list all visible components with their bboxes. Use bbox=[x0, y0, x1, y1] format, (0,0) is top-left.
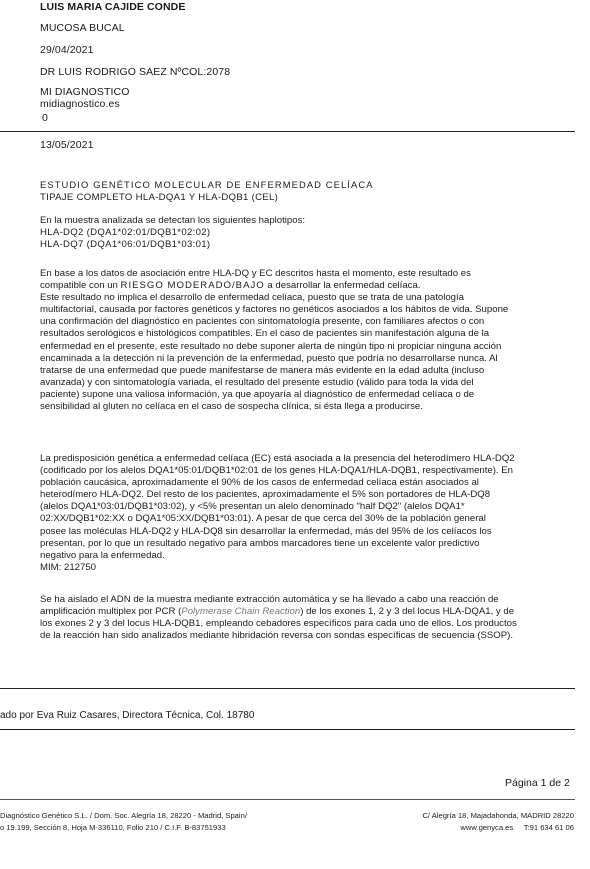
doctor-name: DR LUIS RODRIGO SAEZ NºCOL:2078 bbox=[40, 66, 231, 78]
interpretation-line: resultados serológicos e histológicos compatibles. En el caso de pacientes sin manifestación alguna de la bbox=[40, 328, 490, 340]
interpretation-line: sensibilidad al gluten no celíaca en el caso de sospecha clínica, si ésta llega a producirse. bbox=[40, 401, 423, 413]
background-line: heterodímero HLA-DQ2. Del resto de los pacientes, aproximadamente el 5% son portadores de HLA-DQ8 bbox=[40, 489, 491, 501]
pcr-post: ) de los exones 1, 2 y 3 del locus HLA-DQA1, y de bbox=[300, 606, 515, 618]
background-line: presentan, por lo que un resultado negativo para ambos marcadores tiene un excelente valor predictivo bbox=[40, 537, 480, 549]
background-line: La predisposición genética a enfermedad celíaca (EC) está asociada a la presencia del heterodímero HLA-DQ2 bbox=[40, 453, 515, 464]
result-section bbox=[40, 215, 570, 251]
interpretation-line: una confirmación del diagnóstico en pacientes con sintomatología presente, con familiares afectos o con bbox=[40, 316, 485, 328]
background-line: (alelos DQA1*03:01/DQB1*03:02), y <5% presentan un alelo denominado "half DQ2" (alelos DQA1* bbox=[40, 501, 465, 513]
patient-name: LUIS MARIA CAJIDE CONDE bbox=[40, 1, 186, 13]
signature-bottom-divider bbox=[0, 729, 575, 730]
footer-address: C/ Alegría 18, Majadahonda, MADRID 28220 bbox=[422, 811, 574, 820]
study-subtitle: TIPAJE COMPLETO HLA-DQA1 Y HLA-DQB1 (CEL) bbox=[40, 192, 279, 203]
interpretation-line: avanzada) y con sintomatología variada, el resultado del presente estudio (válido para toda la vida del bbox=[40, 376, 474, 388]
interpretation-line: enfermedad en el presente, este resultado no debe suponer alerta de ningún tipo ni propiciar ninguna acción bbox=[40, 340, 502, 352]
footer-registry: o 19.199, Sección 8, Hoja M-336110, Folio 210 / C.I.F. B-83751933 bbox=[0, 823, 226, 832]
risk-pre: compatible con un bbox=[40, 280, 121, 292]
footer-divider bbox=[0, 799, 575, 800]
method-line: los exones 2 y 3 del locus HLA-DQB1, empleando cebadores específicos para cada uno de ellos. Los productos bbox=[40, 618, 517, 630]
method-section bbox=[40, 594, 570, 642]
background-line: (codificado por los alelos DQA1*05:01/DQB1*02:01 de los genes HLA-DQA1/HLA-DQB1, respectivamente). En bbox=[40, 465, 513, 477]
sample-date: 29/04/2021 bbox=[40, 44, 94, 56]
footer-company: Diagnóstico Genético S.L. / Dom. Soc. Alegría 18, 28220 - Madrid, Spain/ bbox=[0, 811, 247, 820]
signature-line: ado por Eva Ruiz Casares, Directora Técnica, Col. 18780 bbox=[0, 710, 255, 721]
background-section bbox=[40, 453, 570, 574]
interpretation-line: encaminada a la detección ni la prevención de la enfermedad, puesto que podría no desarrollarse nunca. Al bbox=[40, 352, 498, 364]
lab-name: MI DIAGNOSTICO bbox=[40, 86, 130, 98]
footer-contact bbox=[460, 823, 574, 832]
method-line: de la reacción han sido analizados mediante hibridación reversa con sondas específicas de secuencia (SSOP). bbox=[40, 630, 514, 642]
pcr-term: Polymerase Chain Reaction bbox=[181, 606, 301, 618]
mim-code: MIM: 212750 bbox=[40, 561, 96, 573]
interpretation-line: multifactorial, causada por factores genéticos y factores no genéticos asociados a los hábitos de vida. Supone bbox=[40, 304, 509, 316]
method-pcr-line bbox=[40, 606, 570, 618]
interpretation-line: Este resultado no implica el desarrollo de enfermedad celíaca, puesto que se trata de una patología bbox=[40, 292, 464, 304]
header-divider bbox=[0, 131, 575, 132]
signature-top-divider bbox=[0, 688, 575, 689]
study-title: ESTUDIO GENÉTICO MOLECULAR DE ENFERMEDAD CELÍACA bbox=[40, 179, 374, 190]
report-date: 13/05/2021 bbox=[40, 139, 94, 151]
risk-level: RIESGO MODERADO/BAJO bbox=[120, 280, 265, 292]
pcr-pre: amplificación multiplex por PCR ( bbox=[40, 606, 182, 618]
haplotype-1: HLA-DQ2 (DQA1*02:01/DQB1*02:02) bbox=[40, 227, 211, 239]
background-line: población caucásica, aproximadamente el 90% de los casos de enfermedad celíaca están asociados al bbox=[40, 477, 479, 489]
method-line: Se ha aislado el ADN de la muestra mediante extracción automática y se ha llevado a cabo una reacción de bbox=[40, 594, 499, 605]
background-line: negativo para la enfermedad. bbox=[40, 549, 165, 561]
risk-post: a desarrollar la enfermedad celíaca. bbox=[264, 280, 421, 292]
footer-phone: T:91 634 61 06 bbox=[523, 823, 574, 832]
lab-site: midiagnostico.es bbox=[40, 98, 120, 110]
background-line: posee las moléculas HLA-DQ2 y HLA-DQ8 sin desarrollar la enfermedad, más del 95% de los celíacos los bbox=[40, 525, 492, 537]
result-intro: En la muestra analizada se detectan los siguientes haplotipos: bbox=[40, 215, 306, 226]
page-number: Página 1 de 2 bbox=[505, 777, 570, 789]
haplotype-2: HLA-DQ7 (DQA1*06:01/DQB1*03:01) bbox=[40, 239, 211, 251]
footer-website[interactable]: www.genyca.es bbox=[460, 823, 514, 832]
interpretation-section bbox=[40, 268, 570, 413]
interpretation-line: En base a los datos de asociación entre HLA-DQ y EC descritos hasta el momento, este resultado es bbox=[40, 268, 471, 279]
lab-code: 0 bbox=[42, 112, 48, 124]
interpretation-risk-line bbox=[40, 280, 570, 292]
background-line: 02:XX/DQB1*02:XX o DQA1*05:XX/DQB1*03:01). A pesar de que cerca del 30% de la población general bbox=[40, 513, 486, 525]
sample-type: MUCOSA BUCAL bbox=[40, 22, 125, 34]
interpretation-line: paciente) supone una valiosa información, ya que apoyaría al diagnóstico de enfermedad celíaca o de bbox=[40, 388, 475, 400]
interpretation-line: tratarse de una enfermedad que puede manifestarse de manera más evidente en la edad adulta (incluso bbox=[40, 364, 485, 376]
